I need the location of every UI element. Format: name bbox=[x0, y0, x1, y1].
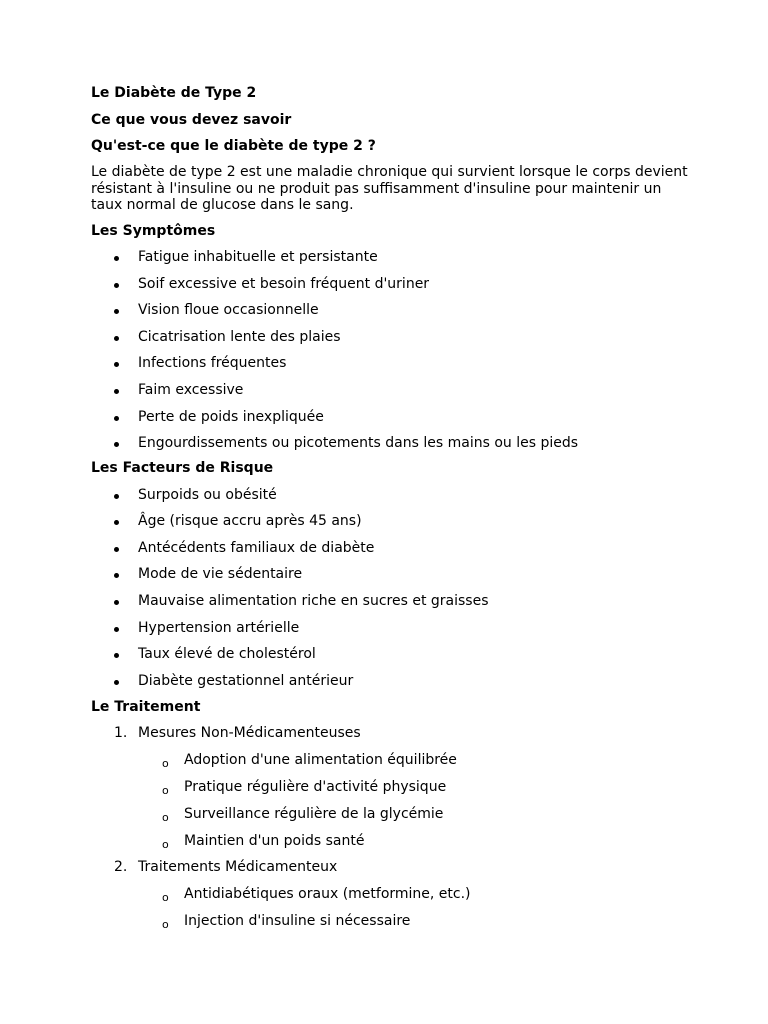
bullet-icon bbox=[114, 442, 119, 447]
list-item-text: Faim excessive bbox=[138, 381, 244, 398]
bullet-icon bbox=[114, 547, 119, 552]
risk-factors-list bbox=[91, 487, 691, 690]
list-item bbox=[91, 593, 691, 620]
step-number: 1. bbox=[114, 725, 128, 742]
list-item bbox=[91, 673, 691, 690]
list-item-text: Perte de poids inexpliquée bbox=[138, 408, 324, 425]
list-item bbox=[91, 566, 691, 593]
bullet-icon bbox=[114, 389, 119, 394]
sub-list-item bbox=[138, 779, 691, 806]
treatment-steps bbox=[91, 725, 691, 940]
list-item bbox=[91, 355, 691, 382]
circle-bullet-icon: o bbox=[162, 891, 169, 905]
list-item-text: Vision floue occasionnelle bbox=[138, 302, 319, 319]
list-item bbox=[91, 487, 691, 514]
list-item-text: Mauvaise alimentation riche en sucres et graisses bbox=[138, 593, 489, 610]
list-item-text: Hypertension artérielle bbox=[138, 619, 300, 636]
sub-list bbox=[138, 886, 691, 940]
bullet-icon bbox=[114, 494, 119, 499]
bullet-icon bbox=[114, 309, 119, 314]
list-item-text: Infections fréquentes bbox=[138, 355, 287, 372]
list-item-text: Taux élevé de cholestérol bbox=[138, 646, 316, 663]
document-subtitle: Ce que vous devez savoir bbox=[91, 111, 292, 128]
list-item-text: Cicatrisation lente des plaies bbox=[138, 328, 341, 345]
list-item-text: Antécédents familiaux de diabète bbox=[138, 539, 375, 556]
symptoms-list bbox=[91, 249, 691, 452]
list-item bbox=[91, 435, 691, 452]
bullet-icon bbox=[114, 520, 119, 525]
step-label: Mesures Non-Médicamenteuses bbox=[138, 725, 361, 742]
sub-list bbox=[138, 752, 691, 860]
step-number: 2. bbox=[114, 859, 128, 876]
list-item bbox=[91, 329, 691, 356]
sub-list-item-text: Antidiabétiques oraux (metformine, etc.) bbox=[184, 886, 471, 903]
list-item bbox=[91, 302, 691, 329]
sub-list-item bbox=[138, 752, 691, 779]
list-item-text: Engourdissements ou picotements dans les mains ou les pieds bbox=[138, 435, 579, 452]
question-heading: Qu'est-ce que le diabète de type 2 ? bbox=[91, 138, 376, 154]
list-item-text: Surpoids ou obésité bbox=[138, 486, 277, 503]
bullet-icon bbox=[114, 362, 119, 367]
bullet-icon bbox=[114, 336, 119, 341]
bullet-icon bbox=[114, 680, 119, 685]
bullet-icon bbox=[114, 416, 119, 421]
list-item-text: Fatigue inhabituelle et persistante bbox=[138, 249, 378, 265]
list-item-text: Diabète gestationnel antérieur bbox=[138, 672, 354, 689]
bullet-icon bbox=[114, 600, 119, 605]
sub-list-item-text: Surveillance régulière de la glycémie bbox=[184, 805, 444, 822]
list-item-text: Mode de vie sédentaire bbox=[138, 566, 303, 583]
definition-paragraph: Le diabète de type 2 est une maladie chronique qui survient lorsque le corps devient résistant à l'insuline ou ne produit pas suffisamment d'insuline pour maintenir un taux normal de glucose dans le sang. bbox=[91, 164, 688, 213]
list-item bbox=[91, 276, 691, 303]
sub-list-item-text: Adoption d'une alimentation équilibrée bbox=[184, 751, 457, 768]
circle-bullet-icon: o bbox=[162, 783, 169, 797]
bullet-icon bbox=[114, 283, 119, 288]
list-item bbox=[91, 513, 691, 540]
list-item-text: Soif excessive et besoin fréquent d'uriner bbox=[138, 275, 430, 292]
sub-list-item-text: Injection d'insuline si nécessaire bbox=[184, 912, 411, 929]
step-label: Traitements Médicamenteux bbox=[138, 859, 338, 876]
list-item-text: Âge (risque accru après 45 ans) bbox=[138, 513, 362, 530]
list-item bbox=[91, 540, 691, 567]
list-item bbox=[91, 249, 691, 276]
bullet-icon bbox=[114, 653, 119, 658]
circle-bullet-icon: o bbox=[162, 810, 169, 824]
sub-list-item-text: Maintien d'un poids santé bbox=[184, 832, 365, 849]
circle-bullet-icon: o bbox=[162, 756, 169, 770]
treatment-step bbox=[91, 859, 691, 939]
circle-bullet-icon: o bbox=[162, 837, 169, 851]
risk-factors-heading: Les Facteurs de Risque bbox=[91, 460, 274, 477]
symptoms-heading: Les Symptômes bbox=[91, 222, 216, 239]
sub-list-item bbox=[138, 833, 691, 860]
sub-list-item-text: Pratique régulière d'activité physique bbox=[184, 778, 447, 795]
sub-list-item bbox=[138, 886, 691, 913]
bullet-icon bbox=[114, 573, 119, 578]
circle-bullet-icon: o bbox=[162, 917, 169, 931]
bullet-icon bbox=[114, 256, 119, 261]
list-item bbox=[91, 646, 691, 673]
sub-list-item bbox=[138, 806, 691, 833]
document-page bbox=[91, 84, 691, 940]
treatment-step bbox=[91, 725, 691, 859]
document-title: Le Diabète de Type 2 bbox=[91, 85, 257, 101]
list-item bbox=[91, 409, 691, 436]
list-item bbox=[91, 382, 691, 409]
list-item bbox=[91, 620, 691, 647]
sub-list-item bbox=[138, 913, 691, 940]
bullet-icon bbox=[114, 627, 119, 632]
treatment-heading: Le Traitement bbox=[91, 698, 201, 715]
